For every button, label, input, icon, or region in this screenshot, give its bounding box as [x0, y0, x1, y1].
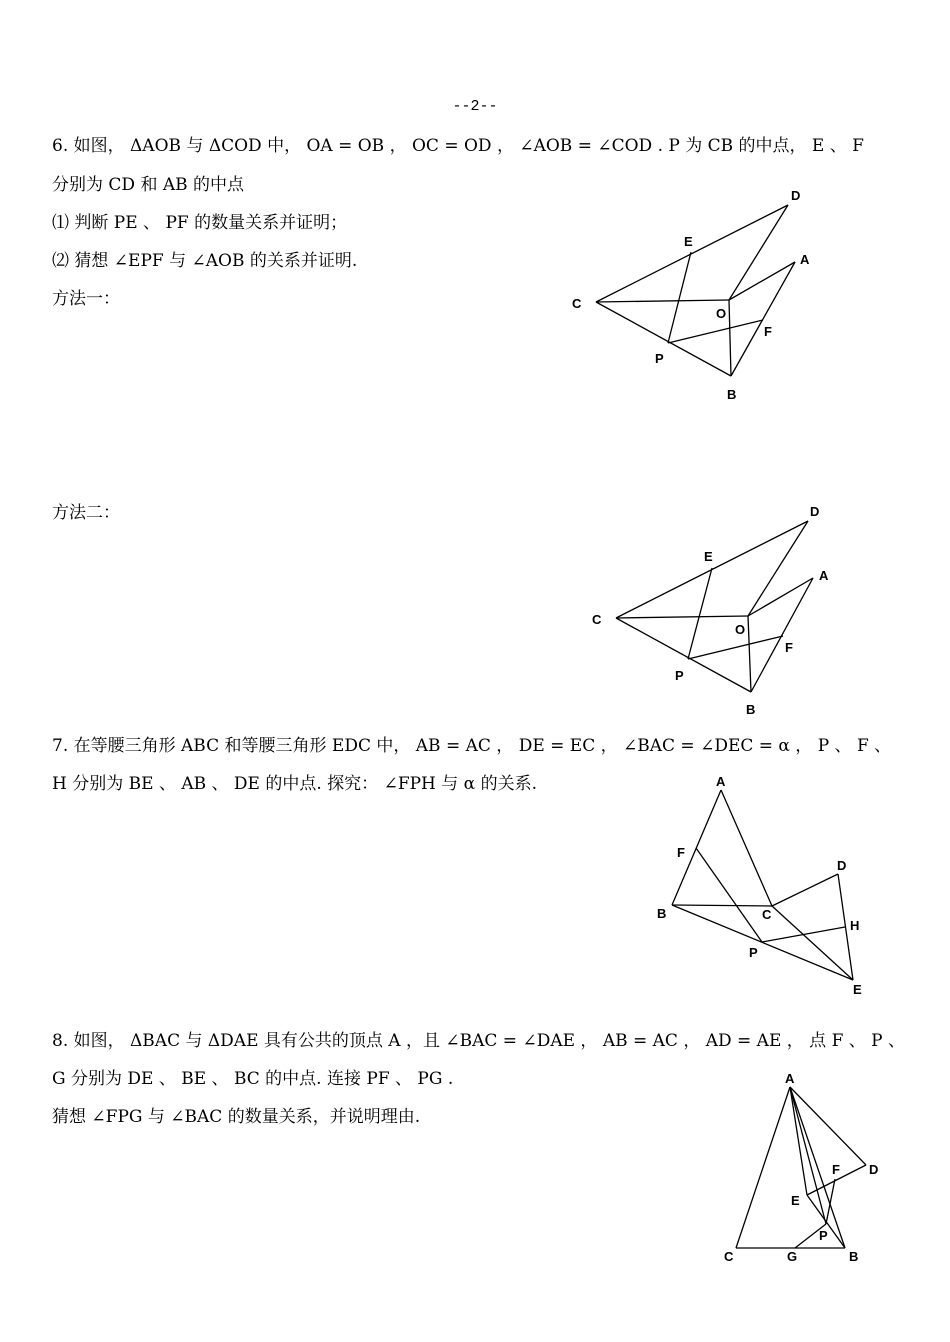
q6-statement-line1: 6. 如图， ΔAOB 与 ΔCOD 中， OA = OB ， OC = OD ， ∠AOB = ∠COD . P 为 CB 的中点， E 、 F: [52, 136, 864, 156]
page-number: --2--: [452, 98, 498, 115]
figure-segment: [748, 521, 808, 616]
label-A: A: [819, 568, 829, 583]
q8-figure: [715, 1068, 890, 1268]
seg-CO: [596, 300, 729, 302]
figure-segment: [790, 1087, 866, 1165]
label-E: E: [704, 549, 713, 564]
figure-segment: [721, 790, 772, 906]
label-E: E: [853, 982, 862, 997]
label-E: E: [684, 234, 693, 249]
label-H: H: [850, 918, 860, 933]
figure-segment: [748, 616, 751, 692]
q6-method2-label: 方法二：: [52, 503, 120, 523]
label-O: O: [735, 622, 746, 637]
label-C: C: [592, 612, 602, 627]
label-A: A: [785, 1071, 795, 1086]
figure-segment: [826, 1179, 835, 1224]
q6-statement-line2: 分别为 CD 和 AB 的中点: [52, 175, 245, 195]
q8-statement-line2: G 分别为 DE 、 BE 、 BC 的中点. 连接 PF 、 PG .: [52, 1069, 454, 1089]
label-A: A: [800, 252, 810, 267]
figure-segment: [688, 636, 783, 659]
label-F: F: [677, 845, 685, 860]
figure-segment: [672, 905, 772, 906]
figure-segment: [688, 568, 712, 659]
q8-statement-line1: 8. 如图， ΔBAC 与 ΔDAE 具有公共的顶点 A ，且 ∠BAC = ∠DAE ， AB = AC ， AD = AE ， 点 F 、 P 、: [52, 1031, 906, 1051]
q8-statement-line3: 猜想 ∠FPG 与 ∠BAC 的数量关系，并说明理由.: [52, 1107, 421, 1127]
label-P: P: [655, 351, 664, 366]
label-D: D: [791, 188, 801, 203]
q7-statement-line2: H 分别为 BE 、 AB 、 DE 的中点. 探究： ∠FPH 与 α 的关系.: [52, 774, 537, 794]
label-C: C: [572, 296, 582, 311]
q6-method1-label: 方法一：: [52, 289, 120, 309]
label-D: D: [837, 858, 847, 873]
label-C: C: [762, 907, 772, 922]
label-A: A: [716, 774, 726, 789]
seg-AB: [731, 262, 795, 376]
label-C: C: [724, 1249, 734, 1264]
figure-segment: [751, 578, 813, 692]
label-O: O: [716, 306, 727, 321]
q7-statement-line1: 7. 在等腰三角形 ABC 和等腰三角形 EDC 中， AB = AC ， DE = EC ， ∠BAC = ∠DEC = α ， P 、 F 、: [52, 736, 892, 756]
figure-segment: [616, 616, 748, 618]
label-B: B: [746, 702, 756, 717]
label-F: F: [785, 640, 793, 655]
q6-figure-method1: [560, 180, 820, 410]
label-E: E: [791, 1193, 800, 1208]
figure-segment: [736, 1087, 790, 1248]
q6-part2: ⑵ 猜想 ∠EPF 与 ∠AOB 的关系并证明.: [52, 251, 358, 271]
label-F: F: [832, 1162, 840, 1177]
seg-OA: [729, 262, 795, 300]
label-P: P: [675, 668, 684, 683]
label-D: D: [869, 1162, 879, 1177]
label-D: D: [810, 504, 820, 519]
label-P: P: [749, 945, 758, 960]
label-G: G: [787, 1249, 798, 1264]
seg-PF: [668, 320, 763, 343]
label-B: B: [727, 387, 737, 402]
figure-segment: [762, 927, 845, 942]
q6-figure-method2: [580, 495, 840, 725]
label-B: B: [657, 906, 667, 921]
label-P: P: [819, 1228, 828, 1243]
q7-figure: [650, 765, 880, 1000]
figure-segment: [772, 906, 853, 980]
seg-CD: [596, 205, 788, 302]
label-F: F: [764, 324, 772, 339]
label-B: B: [849, 1249, 859, 1264]
figure-segment: [772, 874, 838, 906]
seg-PE: [668, 252, 691, 343]
q6-part1: ⑴ 判断 PE 、 PF 的数量关系并证明；: [52, 213, 348, 233]
seg-OB: [729, 300, 731, 376]
